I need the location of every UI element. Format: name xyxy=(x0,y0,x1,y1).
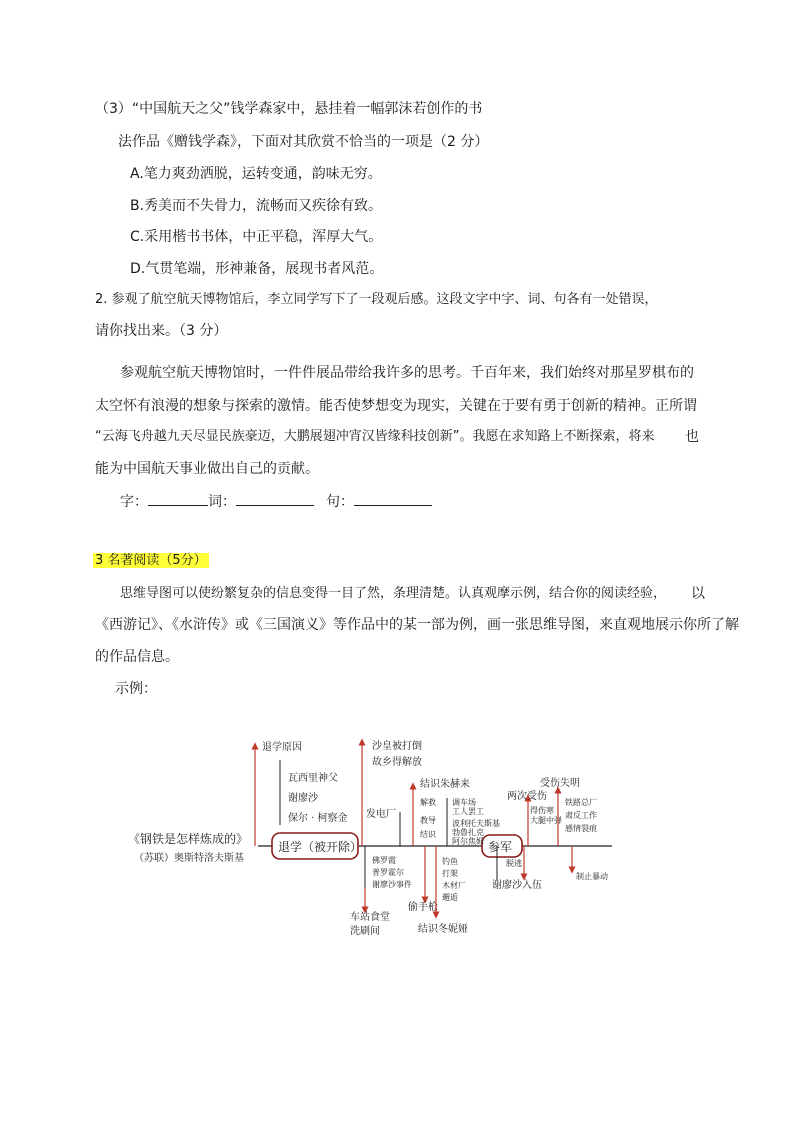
reason-item-1: 瓦西里神父 xyxy=(288,773,338,784)
passage-line4: 能为中国航天事业做出自己的贡献。 xyxy=(95,461,319,477)
node-army: 参军 xyxy=(488,840,513,854)
q3-line2: 法作品《赠钱学森》，下面对其欣赏不恰当的一项是（2 分） xyxy=(118,134,489,150)
q3-option-b: B.秀美而不失骨力，流畅而又疾徐有致。 xyxy=(130,198,383,214)
q3-option-c: C.采用楷书书体，中正平稳，浑厚大气。 xyxy=(130,229,383,245)
fishing-4: 邂逅 xyxy=(442,893,458,902)
mindmap-instruction-2: 《西游记》、《水浒传》或《三国演义》等作品中的某一部为例，画一张思维导图，来直观地展示你所了解 xyxy=(95,617,739,633)
mindmap-instruction-1: 思维导图可以使纷繁复杂的信息变得一目了然，条理清楚。认真观摩示例，结合你的阅读经验， xyxy=(120,586,667,601)
answer-label-ju: 句： xyxy=(326,494,354,510)
zhu-item-1: 解救 xyxy=(420,798,436,807)
book-title: 《钢铁是怎样炼成的》 xyxy=(128,832,249,846)
q2-line1: 2. 参观了航空航天博物馆后，李立同学写下了一段观后感。这段文字中字、词、句各有一处错误， xyxy=(95,292,658,307)
bottom-left-3: 谢廖沙事件 xyxy=(372,880,412,889)
canteen-1: 车站食堂 xyxy=(350,912,390,923)
mindmap-instruction-1-end: 以 xyxy=(691,586,705,602)
passage-line3-end: 也 xyxy=(685,429,699,445)
passage-line1: 参观航空航天博物馆时，一件件展品带给我许多的思考。千百年来，我们始终对那星罗棋布的 xyxy=(120,365,694,381)
q3-option-a: A.笔力爽劲洒脱，运转变通，韵味无穷。 xyxy=(130,166,382,182)
answer-label-zi: 字： xyxy=(120,494,148,510)
serge-join: 谢廖沙入伍 xyxy=(492,880,542,891)
zhu-item-2: 教导 xyxy=(420,816,436,825)
two-injuries-sub-2: 大腿中弹 xyxy=(530,816,562,825)
steal-gun: 偷手枪 xyxy=(408,902,438,913)
fishing-3: 木材厂 xyxy=(442,881,466,890)
bottom-left-2: 普罗霍尔 xyxy=(372,868,404,877)
injury-head: 受伤失明 xyxy=(540,778,580,789)
two-injuries-sub-1: 得伤寒 xyxy=(530,806,554,815)
reason-item-3: 保尔 · 柯察金 xyxy=(288,813,348,824)
zhu-right-2: 工人罢工 xyxy=(452,807,484,816)
q2-line2: 请你找出来。（3 分） xyxy=(95,323,228,339)
zhu-item-3: 结识 xyxy=(420,830,436,839)
riot: 制止暴动 xyxy=(576,872,608,881)
passage-line2: 太空怀有浪漫的想象与探索的激情。能否使梦想变为现实，关键在于要有勇于创新的精神。正所谓 xyxy=(95,398,697,414)
tsar-line1: 沙皇被打倒 xyxy=(372,741,422,752)
zhu-right-5: 阿尔焦姆 xyxy=(452,837,484,846)
fishing-1: 钓鱼 xyxy=(442,857,458,866)
q3-line1: （3）“中国航天之父”钱学森家中，悬挂着一幅郭沫若创作的书 xyxy=(95,101,483,117)
railway-1: 铁路总厂 xyxy=(565,798,597,807)
power-plant: 发电厂 xyxy=(366,809,396,820)
reason-item-2: 谢廖沙 xyxy=(288,793,318,804)
railway-3: 感情裂痕 xyxy=(565,824,597,833)
meet-tonya: 结识冬妮娅 xyxy=(418,924,468,935)
book-author: （苏联）奥斯特洛夫斯基 xyxy=(134,853,244,864)
reason-head: 退学原因 xyxy=(262,742,302,753)
example-label: 示例： xyxy=(115,681,157,697)
railway-2: 肃反工作 xyxy=(565,811,597,820)
zhu-head: 结识朱赫来 xyxy=(420,779,470,790)
answer-label-ci: 词： xyxy=(208,494,236,510)
two-injuries: 两次受伤 xyxy=(507,791,547,802)
escape: 脱逃 xyxy=(506,859,522,868)
canteen-2: 洗刷间 xyxy=(350,926,380,937)
zhu-right-3: 波利托夫斯基 xyxy=(452,819,500,828)
zhu-right-1: 调车场 xyxy=(452,798,476,807)
mindmap-instruction-3: 的作品信息。 xyxy=(95,649,179,665)
zhu-right-4: 勃鲁扎克 xyxy=(452,828,484,837)
section-heading: 3 名著阅读（5分） xyxy=(95,553,207,568)
q3-option-d: D.气贯笔端，形神兼备，展现书者风范。 xyxy=(130,261,384,277)
fishing-2: 打架 xyxy=(442,869,458,878)
bottom-left-1: 佛罗霞 xyxy=(372,856,396,865)
passage-line3: “云海飞舟越九天尽显民族豪迈，大鹏展翅冲宵汉皆缘科技创新”。我愿在求知路上不断探索，将来 xyxy=(95,429,655,444)
tsar-line2: 故乡得解放 xyxy=(372,757,422,768)
node-quit: 退学（被开除） xyxy=(278,840,363,854)
